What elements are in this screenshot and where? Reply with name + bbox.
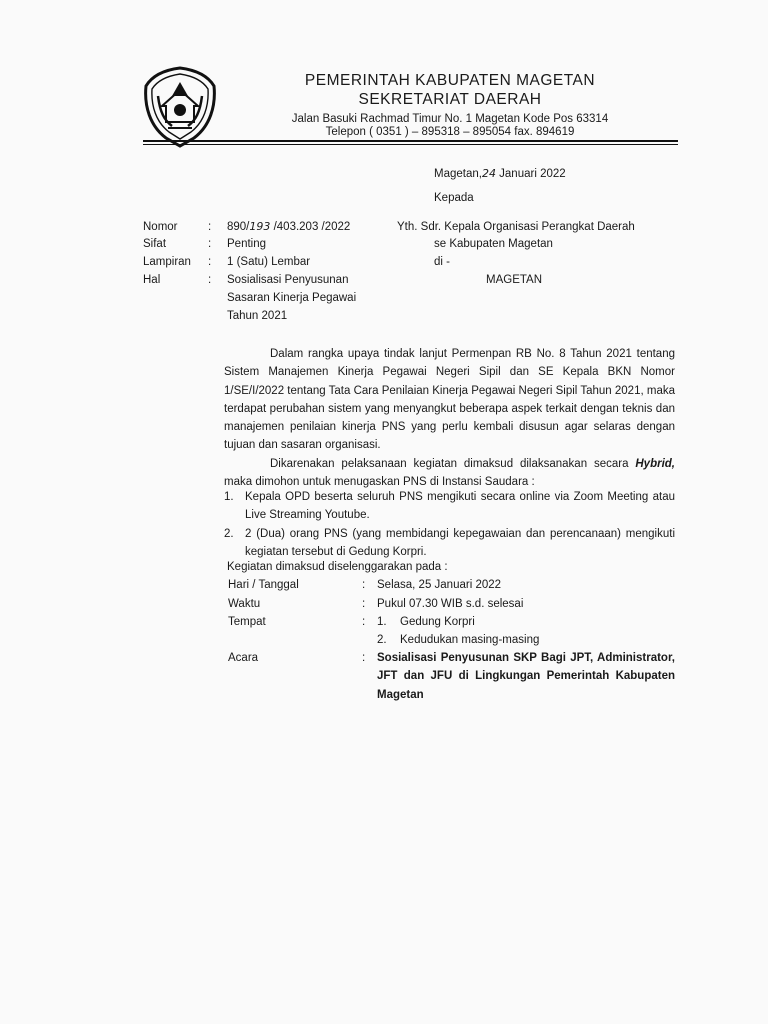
waktu-value: Pukul 07.30 WIB s.d. selesai <box>377 598 524 610</box>
hari-value: Selasa, 25 Januari 2022 <box>377 579 502 591</box>
letterhead-rule-thin <box>143 144 678 145</box>
hal-line-1: Sosialisasi Penyusunan <box>227 274 349 286</box>
letterhead-office: SEKRETARIAT DAERAH <box>358 91 542 108</box>
hybrid-emphasis: Hybrid, <box>635 458 675 470</box>
list-item: 1. Kepala OPD beserta seluruh PNS mengikuti secara online via Zoom Meeting atau Live Streaming Youtube. <box>224 491 675 522</box>
hal-line-2: Sasaran Kinerja Pegawai <box>227 292 357 304</box>
hal-label: Hal <box>143 274 161 286</box>
tempat-value-2: Kedudukan masing-masing <box>400 634 540 646</box>
letterhead <box>230 72 670 139</box>
list-item: 2. 2 (Dua) orang PNS (yang membidangi kepegawaian dan perencanaan) mengikuti kegiatan tersebut di Gedung Korpri. <box>224 527 675 558</box>
sifat-label: Sifat <box>143 238 167 250</box>
hari-label: Hari / Tanggal <box>228 579 299 591</box>
assignment-list <box>224 488 675 561</box>
waktu-label: Waktu <box>228 598 261 610</box>
lampiran-label: Lampiran <box>143 256 191 268</box>
coat-of-arms-logo <box>142 66 218 148</box>
recipient-line-4: MAGETAN <box>486 274 543 286</box>
lampiran-value: 1 (Satu) Lembar <box>227 256 311 268</box>
recipient-line-2: se Kabupaten Magetan <box>434 238 553 250</box>
date-day-handwritten: 24 <box>481 167 496 180</box>
nomor-label: Nomor <box>143 221 178 233</box>
tempat-value-1: Gedung Korpri <box>400 616 475 628</box>
recipient-line-1: Yth. Sdr. Kepala Organisasi Perangkat Daerah <box>397 221 635 233</box>
body-paragraph-1: Dalam rangka upaya tindak lanjut Permenpan RB No. 8 Tahun 2021 tentang Sistem Manajemen Kinerja Pegawai Negeri Sipil dan SE Kepala BKN Nomor 1/SE/I/2022 tentang Tata Cara Penilaian Kinerja Pegawai Negeri Sipil Tahun 2021, maka terdapat perubahan sistem yang menyangkut beberapa aspek terkait dengan teknis dan manajemen penilaian kinerja PNS yang perlu kembali disusun agar selaras dengan tujuan dan sasaran organisasi. <box>224 348 675 452</box>
letterhead-rule-thick <box>143 140 678 142</box>
letter-page: PEMERINTAH KABUPATEN MAGETAN SEKRETARIAT DAERAH Jalan Basuki Rachmad Timur No. 1 Magetan Kode Pos 63314 Telepon ( 0351 ) – 895318 – 895054 fax. 894619 Magetan,24 Januari 2022 Kepada Nomor : 890/193 /403.203 /2022 Sifat : Penting Lampiran : 1 (Satu) Lembar Hal : Sosialisasi Penyusunan Sasaran Kinerja Pegawai Tahun 2021 Yth. Sdr. Kepala Organisasi Perangkat Daerah se Kabupaten Magetan di - MAGETAN Dalam rangka upaya tindak lanjut Permenpan RB No. 8 Tahun 2021 tentang Sistem Manajemen Kinerja Pegawai Negeri Sipil dan SE Kepala BKN Nomor 1/SE/I/2022 tentang Tata Cara Penilaian Kinerja Pegawai Negeri Sipil Tahun 2021, maka terdapat perubahan sistem yang menyangkut beberapa aspek terkait dengan teknis dan manajemen penilaian kinerja PNS yang perlu kembali disusun agar selaras dengan tujuan dan sasaran organisasi. Dikarenakan pelaksanaan kegiatan dimaksud dilaksanakan secara Hybrid, maka dimohon untuk menugaskan PNS di Instansi Saudara : 1. Kepala OPD beserta seluruh PNS mengikuti secara online via Zoom Meeting atau Live Streaming Youtube. 2. 2 (Dua) orang PNS (yang membidangi kepegawaian dan perencanaan) mengikuti kegiatan tersebut di Gedung Korpri. Kegiatan dimaksud diselenggarakan pada : Hari / Tanggal : Selasa, 25 Januari 2022 Waktu : Pukul 07.30 WIB s.d. selesai Tempat : 1. Gedung Korpri 2. Kedudukan masing-masing Acara : Sosialisasi Penyusunan SKP Bagi JPT, Administrator, JFT dan JFU di Lingkungan Pemerintah Kabupaten Magetan <box>0 0 768 1024</box>
sifat-value: Penting <box>227 238 267 250</box>
letterhead-government: PEMERINTAH KABUPATEN MAGETAN <box>304 72 596 89</box>
hal-line-3: Tahun 2021 <box>227 310 288 322</box>
recipient-line-3: di - <box>434 256 450 268</box>
kegiatan-intro: Kegiatan dimaksud diselenggarakan pada : <box>227 561 448 573</box>
acara-value: Sosialisasi Penyusunan SKP Bagi JPT, Administrator, JFT dan JFU di Lingkungan Pemerintah Kabupaten Magetan <box>377 652 675 701</box>
body-paragraph-2: Dikarenakan pelaksanaan kegiatan dimaksud dilaksanakan secara Hybrid, maka dimohon untuk menugaskan PNS di Instansi Saudara : <box>224 458 675 489</box>
letterhead-phone: Telepon ( 0351 ) – 895318 – 895054 fax. 894619 <box>325 126 575 138</box>
kepada-label: Kepada <box>434 192 474 204</box>
letterhead-address: Jalan Basuki Rachmad Timur No. 1 Magetan Kode Pos 63314 <box>291 113 609 125</box>
nomor-value: 890/193 /403.203 /2022 <box>227 220 351 233</box>
tempat-label: Tempat <box>228 616 266 628</box>
acara-label: Acara <box>228 652 259 664</box>
letter-date: Magetan,24 Januari 2022 <box>434 167 566 180</box>
